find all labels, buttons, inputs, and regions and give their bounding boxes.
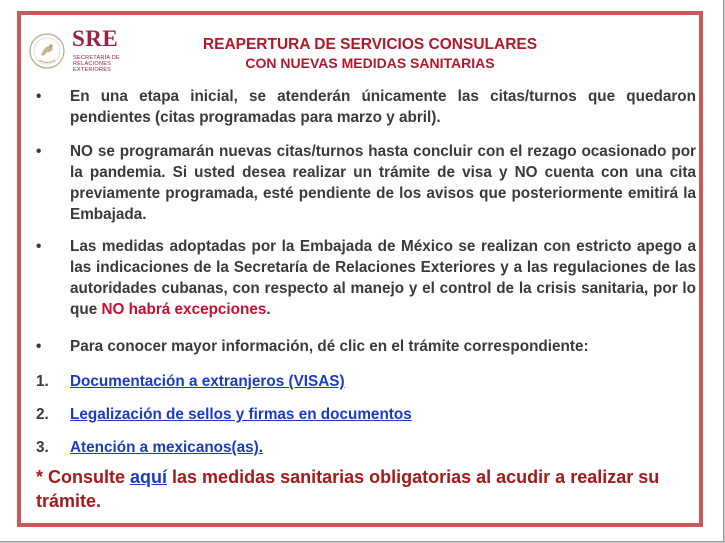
bullet-text-end: . — [266, 301, 271, 318]
footer-suffix: las medidas sanitarias obligatorias al acudir a realizar su trámite. — [36, 467, 660, 511]
no-exceptions-highlight: NO habrá excepciones — [101, 301, 267, 318]
list-number: 2. — [36, 406, 49, 423]
procedure-item-visas — [36, 371, 696, 392]
footer-prefix: * Consulte — [36, 467, 131, 487]
list-number: 1. — [36, 373, 49, 390]
coat-of-arms-icon — [27, 29, 67, 75]
title-line-1: REAPERTURA DE SERVICIOS CONSULARES — [202, 36, 538, 53]
bullet-text-main: Las medidas adoptadas por la Embajada de México se realizan con estricto apego a las indicaciones de la Secretaría de Relaciones Exteriores y a las regulaciones de las autoridades cubanas, con respecto al manejo y el control de la crisis sanitaria, por lo que — [70, 238, 696, 318]
bullet-text: Para conocer mayor información, dé clic en el trámite correspondiente: — [70, 338, 589, 355]
bullet-text: NO se programarán nuevas citas/turnos hasta concluir con el rezago ocasionado por la pandemia. Si usted desea realizar un trámite de visa y NO cuenta con una cita previamente programada, esté pendiente de los avisos que posteriormente emitirá la Embajada. — [70, 143, 696, 223]
title-line-2: CON NUEVAS MEDIDAS SANITARIAS — [245, 55, 495, 71]
bullet-mark: • — [36, 143, 42, 160]
logo-subtitle-line: RELACIONES — [73, 61, 112, 68]
bullet-mark: • — [36, 338, 42, 355]
sre-logo — [26, 26, 136, 82]
page-title — [150, 36, 590, 72]
notice-body — [36, 86, 696, 470]
link-mexicanos[interactable]: Atención a mexicanos(as). — [70, 439, 263, 456]
procedure-item-mexicanos — [36, 437, 696, 458]
bullet-item — [36, 336, 696, 357]
logo-subtitle-line: EXTERIORES — [73, 67, 112, 74]
link-aqui[interactable]: aquí — [130, 467, 168, 487]
link-visas[interactable]: Documentación a extranjeros (VISAS) — [70, 373, 345, 390]
bullet-text: En una etapa inicial, se atenderán únicamente las citas/turnos que quedaron pendientes (citas programadas para marzo y abril). — [70, 88, 696, 126]
bullet-item — [36, 141, 696, 225]
bullet-item — [36, 236, 696, 320]
footer-notice — [36, 465, 676, 513]
logo-subtitle-line: SECRETARÍA DE — [73, 55, 120, 61]
link-legalizacion[interactable]: Legalización de sellos y firmas en documentos — [70, 406, 412, 423]
bullet-text — [70, 236, 696, 320]
bullet-item — [36, 86, 696, 128]
logo-subtitle — [73, 55, 120, 74]
logo-wordmark: SRE — [72, 26, 119, 51]
procedure-item-legalizacion — [36, 404, 696, 425]
bullet-mark: • — [36, 238, 42, 255]
list-number: 3. — [36, 439, 49, 456]
bullet-mark: • — [36, 88, 42, 105]
